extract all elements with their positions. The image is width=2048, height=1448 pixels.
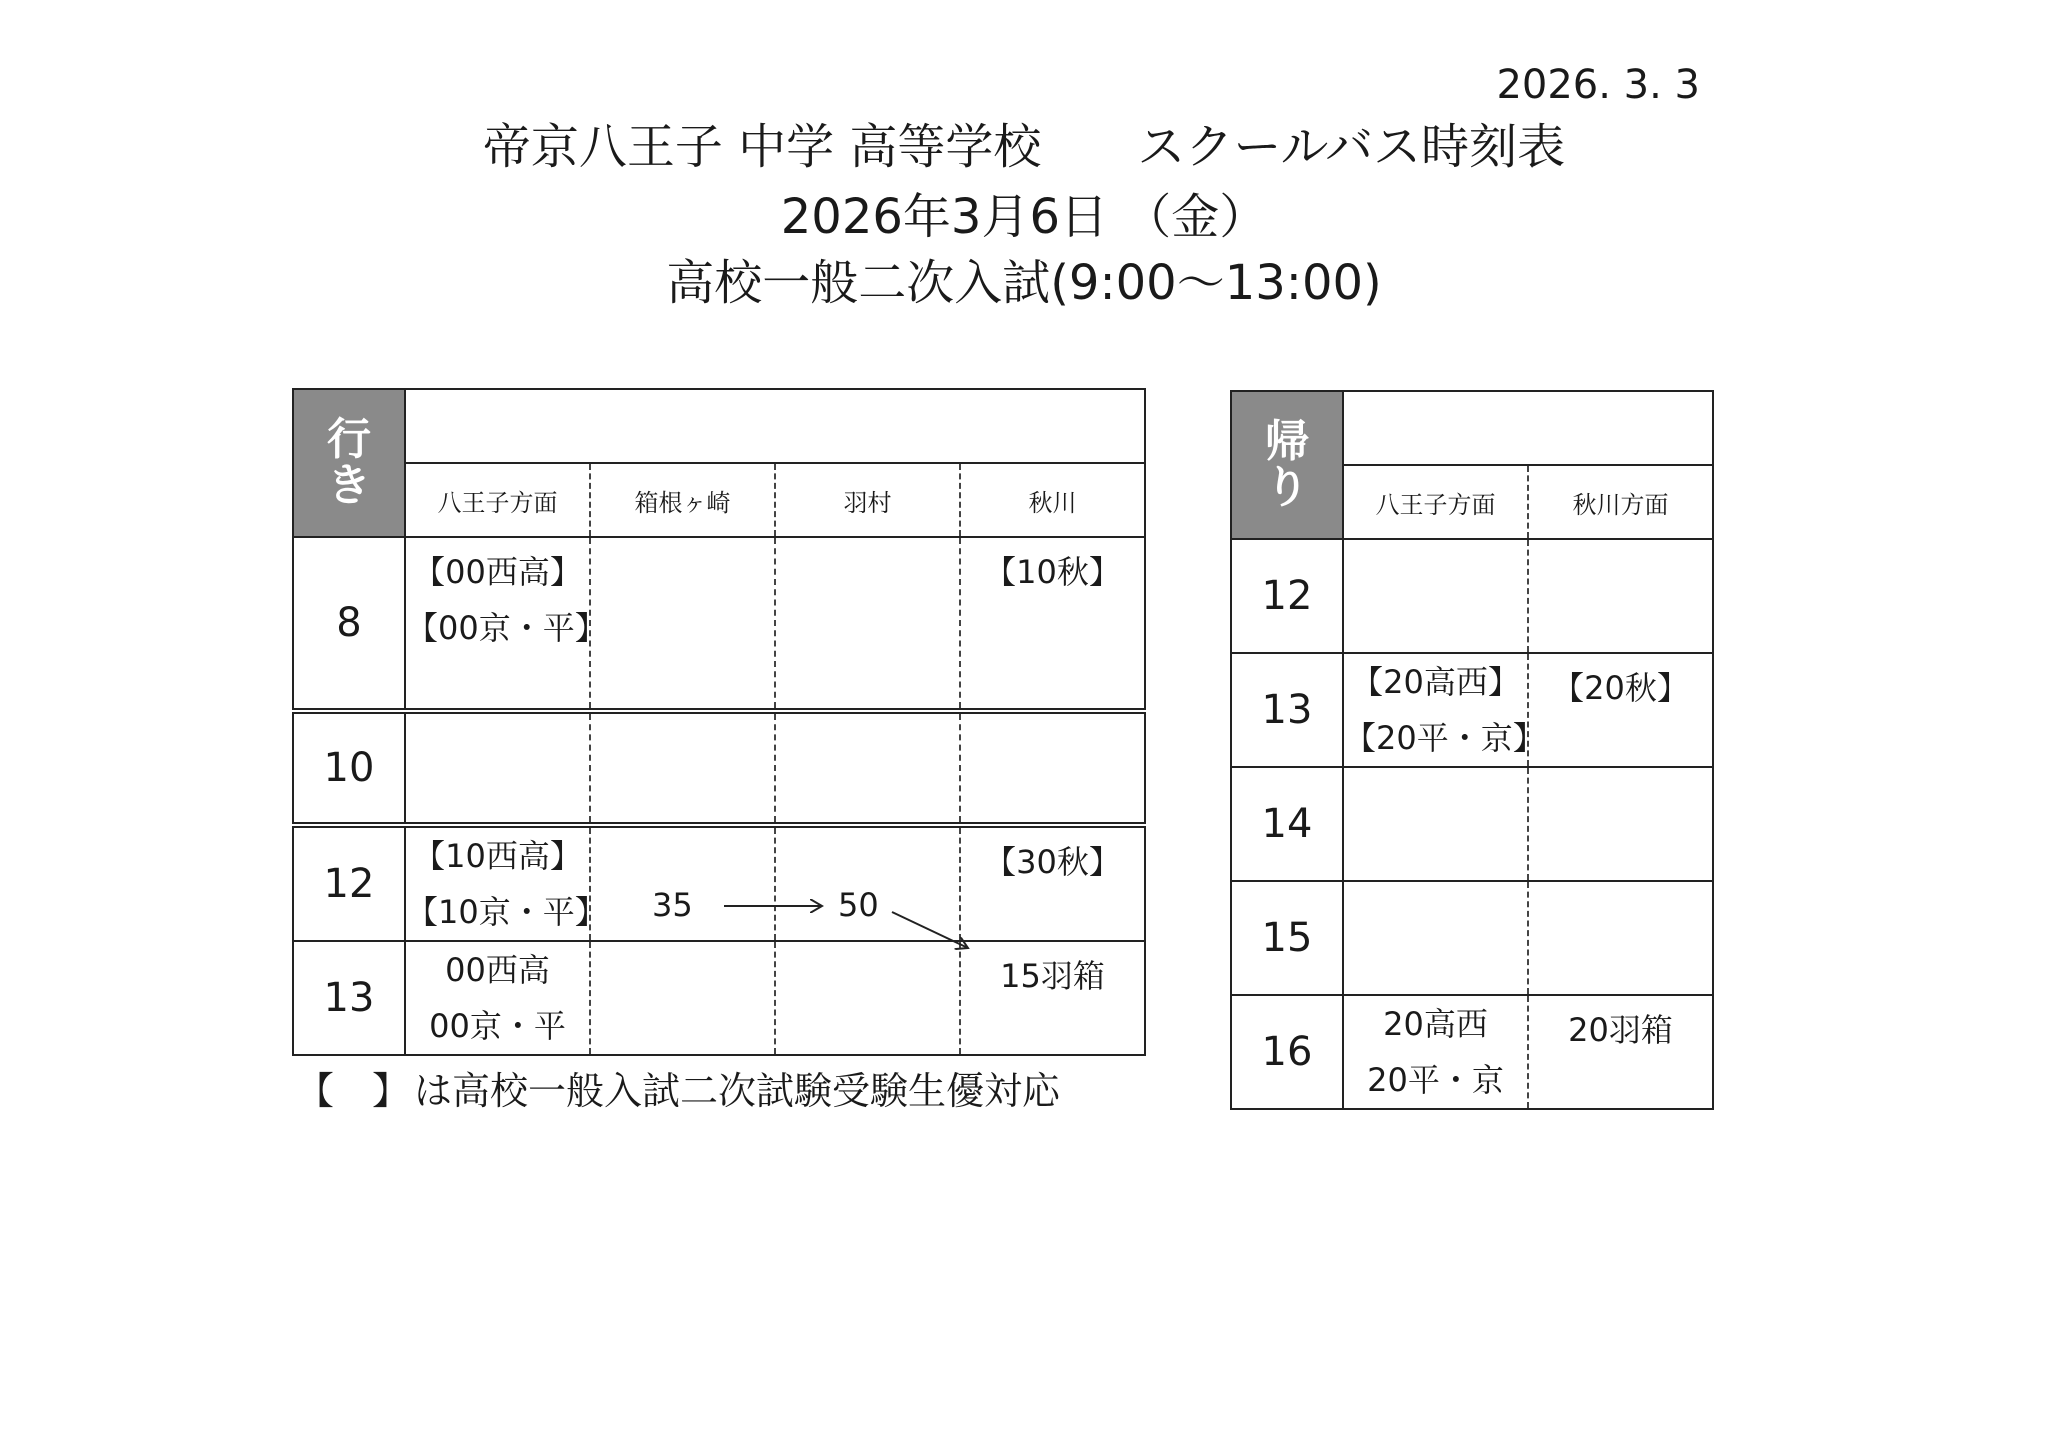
return-row-14: [1231, 767, 1713, 881]
return-row-16: [1231, 995, 1713, 1109]
footnote-text: は高校一般入試二次試験受験生優対応: [414, 1069, 1061, 1113]
hour-cell: 14: [1231, 767, 1343, 881]
col-header-hakonegasaki: 箱根ヶ崎: [590, 463, 775, 537]
route-departure-hakonegasaki: 35: [652, 886, 693, 924]
departure-time: 【00京・平】: [406, 609, 607, 647]
departure-time: 15羽箱: [1000, 957, 1105, 995]
return-label: [1231, 391, 1343, 539]
departure-cell-hachioji: [1343, 995, 1528, 1109]
route-departure-hamura: 50: [838, 886, 879, 924]
return-label-text: 帰り: [1265, 415, 1309, 513]
departure-time: 20高西: [1383, 1005, 1488, 1043]
return-row-15: [1231, 881, 1713, 995]
hour-cell: 13: [293, 941, 405, 1055]
timetable-title: スクールバス時刻表: [1137, 119, 1566, 175]
departure-time: 【20高西】: [1351, 663, 1520, 701]
departure-time: 20羽箱: [1568, 1011, 1673, 1049]
hour-cell: 12: [293, 825, 405, 941]
departure-cell-hachioji: [1343, 653, 1545, 767]
hour-cell: 12: [1231, 539, 1343, 653]
departure-time: 【10秋】: [984, 553, 1121, 591]
departure-time: 【20平・京】: [1344, 719, 1545, 757]
departure-time: 00西高: [445, 951, 550, 989]
hour-cell: 10: [293, 711, 405, 825]
departure-cell-akigawa: [1528, 881, 1713, 995]
hour-cell: 8: [293, 537, 405, 711]
departure-cell-hachioji: [1343, 539, 1528, 653]
col-header-hachioji: 八王子方面: [405, 463, 590, 537]
departure-time: 【30秋】: [984, 843, 1121, 881]
departure-cell-akigawa: [1528, 653, 1713, 767]
hour-cell: 16: [1231, 995, 1343, 1109]
service-date: 2026年3月6日 （金）: [780, 189, 1268, 245]
departure-time: 【00西高】: [413, 553, 582, 591]
hour-cell: 15: [1231, 881, 1343, 995]
col-header-akigawa: 秋川: [960, 463, 1145, 537]
col-header-akigawa: 秋川方面: [1528, 465, 1713, 539]
footnote-bracket: 【 】: [296, 1069, 411, 1113]
departure-cell-akigawa: [1528, 995, 1713, 1109]
departure-time: 【10京・平】: [406, 893, 607, 931]
event-name: 高校一般二次入試(9:00～13:00): [666, 255, 1382, 311]
return-row-13: [1231, 653, 1713, 767]
return-row-12: [1231, 539, 1713, 653]
col-header-hachioji: 八王子方面: [1343, 465, 1528, 539]
route-arrow-segment: [892, 912, 968, 948]
return-timetable: [1230, 390, 1714, 1110]
departure-time: 20平・京: [1367, 1061, 1504, 1099]
col-header-hamura: 羽村: [775, 463, 960, 537]
return-header-band: [1343, 391, 1713, 465]
date-stamp: 2026. 3. 3: [1496, 62, 1700, 108]
departure-time: 【10西高】: [413, 837, 582, 875]
outbound-label-text: 行き: [327, 413, 371, 511]
footnote: [296, 1060, 1060, 1115]
departure-cell-hachioji: [1343, 767, 1528, 881]
departure-cell-hachioji: [1343, 881, 1528, 995]
school-name: 帝京八王子 中学 高等学校: [482, 119, 1042, 175]
departure-cell-akigawa: [1528, 767, 1713, 881]
hour-cell: 13: [1231, 653, 1343, 767]
departure-time: 00京・平: [429, 1007, 566, 1045]
departure-time: 【20秋】: [1552, 669, 1689, 707]
departure-cell-akigawa: [1528, 539, 1713, 653]
